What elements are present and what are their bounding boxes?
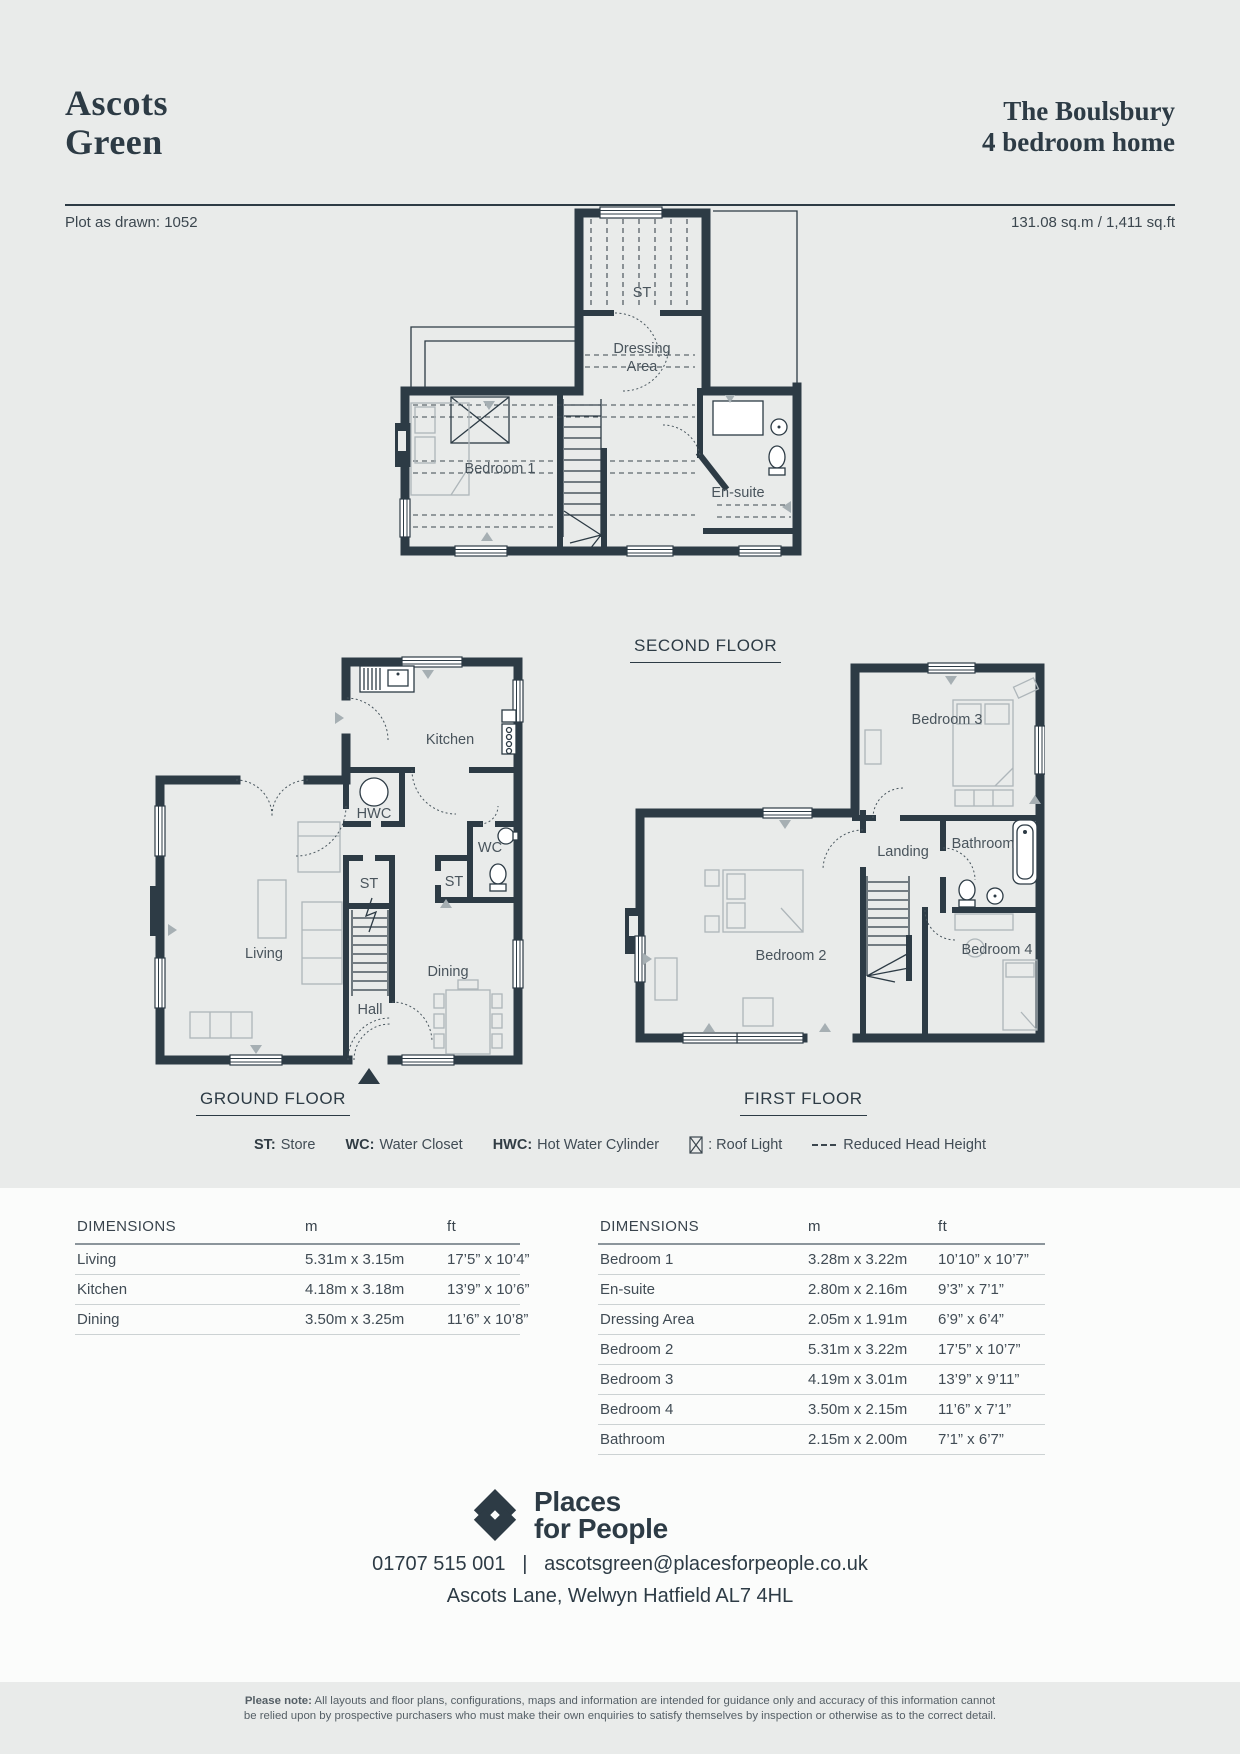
table-row: Dining 3.50m x 3.25m 11’6” x 10’8”	[75, 1305, 520, 1335]
room-label-hwc: HWC	[356, 806, 392, 822]
roof-light-icon	[451, 397, 509, 443]
area-label: 131.08 sq.m / 1,411 sq.ft	[1011, 214, 1175, 231]
room-label-dining: Dining	[427, 964, 469, 980]
room-label-bedroom2: Bedroom 2	[755, 948, 827, 964]
room-label-st2: ST	[444, 874, 464, 890]
dimensions-table-upper	[598, 1212, 1045, 1455]
dining-table	[434, 980, 502, 1054]
basin-icon	[987, 888, 1003, 904]
desk	[955, 914, 1037, 1030]
home-title-line-2: 4 bedroom home	[982, 127, 1175, 157]
door-arc	[615, 313, 700, 455]
roof-outline	[411, 211, 797, 387]
room-label-landing: Landing	[877, 844, 929, 860]
table-row: Dressing Area 2.05m x 1.91m 6’9” x 6’4”	[598, 1305, 1045, 1335]
legend-st: ST: Store	[254, 1137, 316, 1153]
places-for-people-logo	[470, 1487, 668, 1543]
shower-icon	[713, 401, 763, 435]
toilet-icon	[959, 880, 975, 907]
table-row: Bedroom 3 4.19m x 3.01m 13’9” x 9’11”	[598, 1365, 1045, 1395]
room-label-bedroom1: Bedroom 1	[464, 461, 536, 477]
phone-number: 01707 515 001	[372, 1553, 506, 1575]
room-label-hall: Hall	[357, 1002, 383, 1018]
table-row: Living 5.31m x 3.15m 17’5” x 10’4”	[75, 1245, 520, 1275]
home-title	[982, 96, 1175, 158]
disclaimer-line-2: be relied upon by prospective purchasers who must make their own enquiries to satisfy themselves by inspection or otherwise as to the correct detail.	[243, 1710, 997, 1722]
legend-reduced-head-height: Reduced Head Height	[812, 1137, 986, 1153]
room-label-bedroom3: Bedroom 3	[911, 712, 983, 728]
room-label-dressing-2: Area	[626, 359, 658, 375]
ground-floor-label: GROUND FLOOR	[196, 1089, 350, 1116]
contact-line	[0, 1553, 1240, 1576]
plot-label: Plot as drawn: 1052	[65, 214, 198, 231]
second-floor-label: SECOND FLOOR	[630, 636, 781, 663]
direction-markers	[168, 670, 452, 1054]
room-label-st1: ST	[359, 876, 379, 892]
hwc-cylinder-icon	[360, 778, 388, 806]
first-floor-plan	[625, 608, 1045, 1048]
room-label-bedroom4: Bedroom 4	[961, 942, 1033, 958]
stairs	[563, 399, 601, 549]
dimensions-table-ground	[75, 1212, 530, 1335]
toilet-icon	[769, 446, 785, 475]
bed	[865, 678, 1039, 806]
disclaimer	[240, 1694, 1000, 1724]
email-address: ascotsgreen@placesforpeople.co.uk	[544, 1553, 868, 1575]
ground-floor-plan	[150, 640, 530, 1086]
bath-icon	[1013, 820, 1037, 884]
table-row: Bathroom 2.15m x 2.00m 7’1” x 6’7”	[598, 1425, 1045, 1455]
window	[635, 663, 1045, 1043]
brand-title	[65, 84, 168, 162]
room-label-wc: WC	[477, 840, 503, 856]
entrance-arrow-icon	[358, 1068, 380, 1084]
table-row: Bedroom 4 3.50m x 2.15m 11’6” x 7’1”	[598, 1395, 1045, 1425]
table-row: En-suite 2.80m x 2.16m 9’3” x 7’1”	[598, 1275, 1045, 1305]
table-row: Bedroom 1 3.28m x 3.22m 10’10” x 10’7”	[598, 1245, 1045, 1275]
home-title-line-1: The Boulsbury	[1003, 96, 1175, 126]
places-for-people-mark-icon	[470, 1487, 520, 1543]
hob-icon	[502, 710, 516, 754]
legend-roof-light: : Roof Light	[689, 1136, 782, 1154]
brand-line-2: Green	[65, 122, 163, 162]
brand-line-1: Ascots	[65, 83, 168, 123]
walls	[150, 662, 518, 1060]
stairs	[867, 876, 909, 982]
direction-markers	[643, 676, 1041, 1032]
sink-icon	[360, 666, 414, 692]
room-label-ensuite: En-suite	[711, 485, 765, 501]
legend	[0, 1136, 1240, 1154]
toilet-icon	[490, 864, 506, 891]
room-label-dressing-1: Dressing	[613, 341, 671, 357]
sofa	[190, 822, 342, 1038]
second-floor-plan	[395, 205, 815, 617]
table-row: Kitchen 4.18m x 3.18m 13’9” x 10’6”	[75, 1275, 520, 1305]
room-label-bathroom: Bathroom	[951, 836, 1015, 852]
separator: |	[522, 1553, 528, 1575]
legend-wc: WC: Water Closet	[345, 1137, 463, 1153]
dashed-line-icon	[812, 1144, 836, 1146]
first-floor-label: FIRST FLOOR	[740, 1089, 867, 1116]
room-label-st: ST	[632, 285, 652, 301]
table-header: DIMENSIONS m ft	[598, 1212, 1045, 1245]
disclaimer-line-1: Please note: All layouts and floor plans, configurations, maps and information are intended for guidance only and accuracy of this information cannot	[244, 1695, 996, 1707]
table-header: DIMENSIONS m ft	[75, 1212, 520, 1245]
table-row: Bedroom 2 5.31m x 3.22m 17’5” x 10’7”	[598, 1335, 1045, 1365]
legend-hwc: HWC: Hot Water Cylinder	[492, 1137, 660, 1153]
logo-wordmark: Places for People	[534, 1486, 668, 1544]
room-label-living: Living	[245, 946, 283, 962]
address-line: Ascots Lane, Welwyn Hatfield AL7 4HL	[446, 1585, 794, 1607]
roof-light-icon	[689, 1136, 703, 1154]
basin-icon	[771, 419, 787, 435]
stairs	[352, 898, 388, 996]
room-label-kitchen: Kitchen	[425, 732, 475, 748]
